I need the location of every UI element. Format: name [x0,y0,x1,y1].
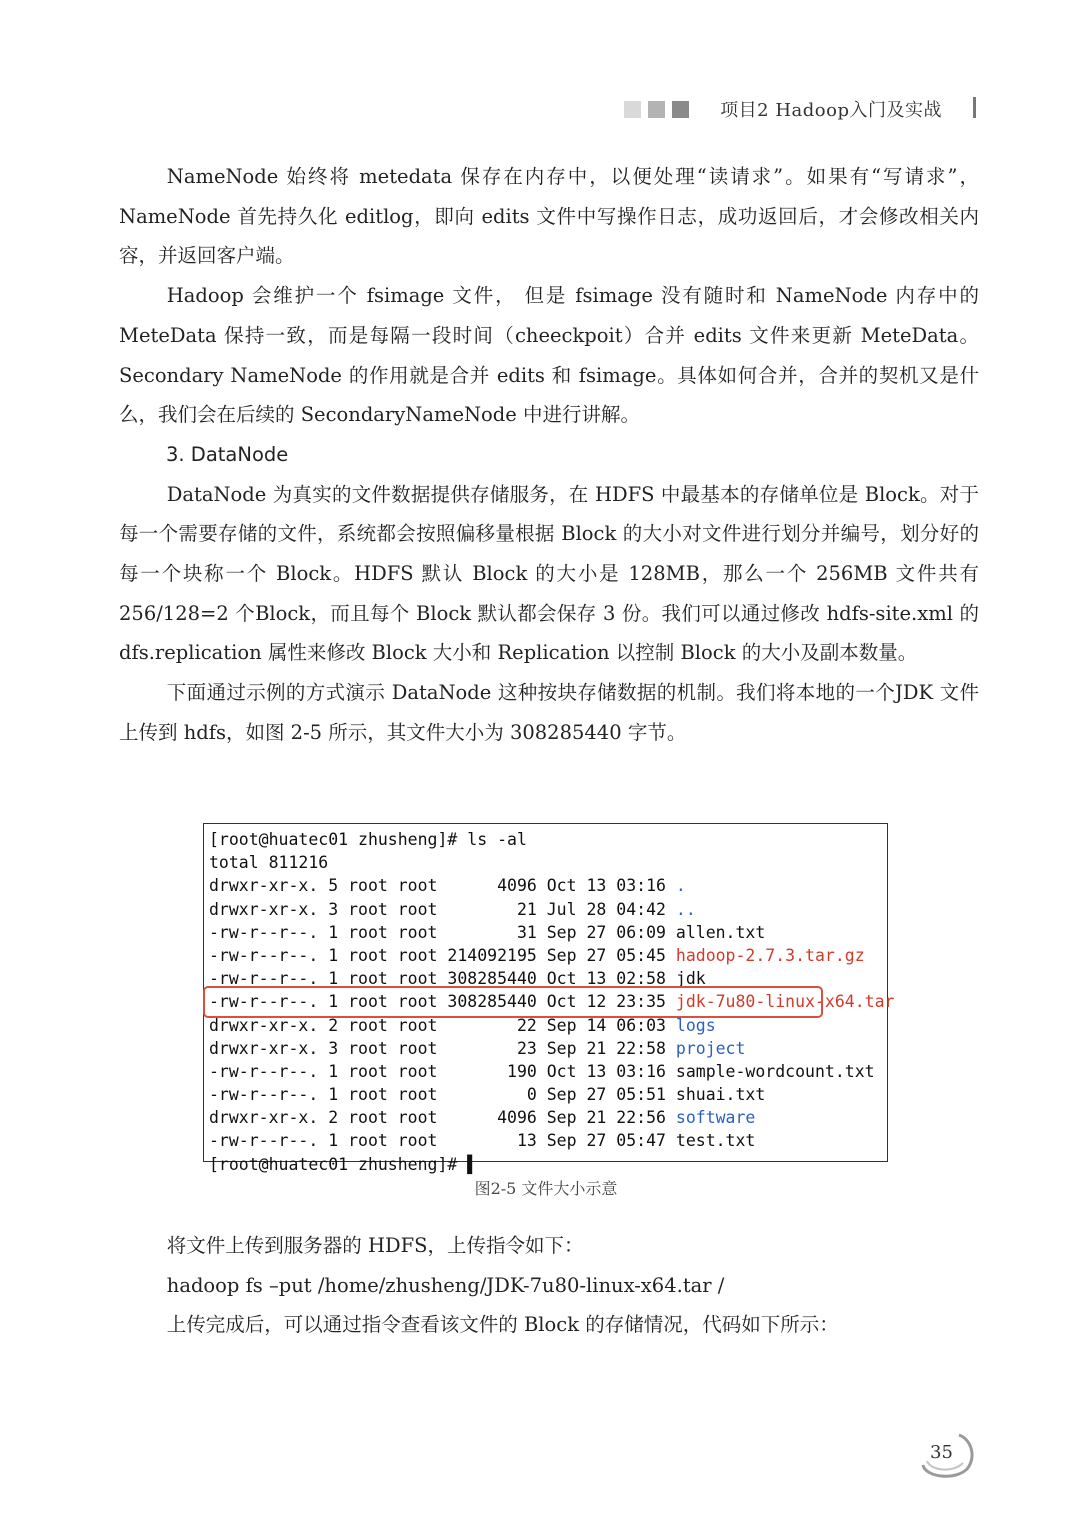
terminal-row [209,1037,887,1060]
highlight-box [203,986,823,1018]
header-square-dark [672,101,689,118]
running-header [624,96,976,122]
file-name: .. [675,899,696,919]
file-name: jdk-7u80-linux-x64.tar [675,992,895,1012]
file-attributes: -rw-r--r--. 1 root root 190 Oct 13 03:16 [209,1061,676,1081]
file-name: logs [675,1015,716,1035]
terminal-row [209,874,887,897]
file-attributes: drwxr-xr-x. 3 root root 21 Jul 28 04:42 [209,899,676,919]
file-attributes: -rw-r--r--. 1 root root 308285440 Oct 13 02:58 [209,969,676,989]
page-number: 35 [930,1442,953,1463]
terminal-total: total 811216 [209,853,329,873]
header-title: 项目2 Hadoop入门及实战 [720,100,942,121]
figure-caption: 图2-5 文件大小示意 [474,1179,618,1198]
paragraph: 将文件上传到服务器的 HDFS，上传指令如下： [166,1234,584,1257]
main-text [119,157,979,753]
file-name: sample-wordcount.txt [675,1061,875,1081]
file-name: shuai.txt [675,1085,766,1105]
file-attributes: drwxr-xr-x. 2 root root 4096 Sep 21 22:56 [209,1108,676,1128]
file-name: allen.txt [675,922,766,942]
file-name: hadoop-2.7.3.tar.gz [675,945,865,965]
paragraph: DataNode 为真实的文件数据提供存储服务，在 HDFS 中最基本的存储单位是 Block。对于每一个需要存储的文件，系统都会按照偏移量根据 Block 的大小对文件进行划分并编号，划分好的每一个块称一个 Block。HDFS 默认 Block 的大小是 128MB，那么一个 256MB 文件共有 256/128=2 个Block，而且每个 Block 默认都会保存 3 份。我们可以通过修改 hdfs-site.xml 的 dfs.replication 属性来修改 Block 大小和 Replication 以控制 Block 的大小及副本数量。 [119,482,979,665]
file-attributes: -rw-r--r--. 1 root root 13 Sep 27 05:47 [209,1131,676,1151]
terminal-row [209,921,887,944]
file-attributes: -rw-r--r--. 1 root root 214092195 Sep 27 05:45 [209,945,676,965]
file-attributes: -rw-r--r--. 1 root root 308285440 Oct 12 23:35 [209,992,676,1012]
file-attributes: drwxr-xr-x. 5 root root 4096 Oct 13 03:16 [209,876,676,896]
header-divider [973,97,976,118]
terminal-last-prompt: [root@huatec01 zhusheng]# ▌ [209,1154,478,1174]
file-name: project [675,1038,746,1058]
paragraph: 上传完成后，可以通过指令查看该文件的 Block 的存储情况，代码如下所示： [166,1313,839,1337]
header-square-mid [648,101,665,118]
terminal-row [209,1060,887,1083]
file-name: software [675,1108,756,1128]
paragraph: NameNode 始终将 metedata 保存在内存中，以便处理“读请求”。如果有“写请求”，NameNode 首先持久化 editlog，即向 edits 文件中写操作日志，成功返回后，才会修改相关内容，并返回客户端。 [119,165,979,268]
terminal-row [209,1106,887,1129]
file-name: test.txt [675,1131,756,1151]
paragraph: Hadoop 会维护一个 fsimage 文件， 但是 fsimage 没有随时和 NameNode 内存中的 MeteData 保持一致，而是每隔一段时间（cheeckpoit）合并 edits 文件来更新 MeteData。Secondary NameNode 的作用就是合并 edits 和 fsimage。具体如何合并，合并的契机又是什么，我们会在后续的 SecondaryNameNode 中进行讲解。 [119,284,979,427]
header-square-light [624,101,641,118]
terminal-prompt: [root@huatec01 zhusheng]# ls -al [209,830,527,849]
file-name: . [675,876,686,896]
command-line: hadoop fs –put /home/zhusheng/JDK-7u80-linux-x64.tar / [166,1273,725,1297]
section-heading: 3. DataNode [166,442,289,466]
terminal-row [209,898,887,921]
file-attributes: drwxr-xr-x. 3 root root 23 Sep 21 22:58 [209,1038,676,1058]
paragraph: 下面通过示例的方式演示 DataNode 这种按块存储数据的机制。我们将本地的一个JDK 文件上传到 hdfs，如图 2-5 所示，其文件大小为 308285440 字节。 [119,681,979,744]
terminal-row [209,1083,887,1106]
file-attributes: -rw-r--r--. 1 root root 31 Sep 27 06:09 [209,922,676,942]
after-figure-text [119,1226,979,1345]
file-attributes: drwxr-xr-x. 2 root root 22 Sep 14 06:03 [209,1015,676,1035]
terminal-row [209,944,887,967]
file-name: jdk [675,969,706,989]
file-attributes: -rw-r--r--. 1 root root 0 Sep 27 05:51 [209,1085,676,1105]
terminal-row [209,1129,887,1152]
